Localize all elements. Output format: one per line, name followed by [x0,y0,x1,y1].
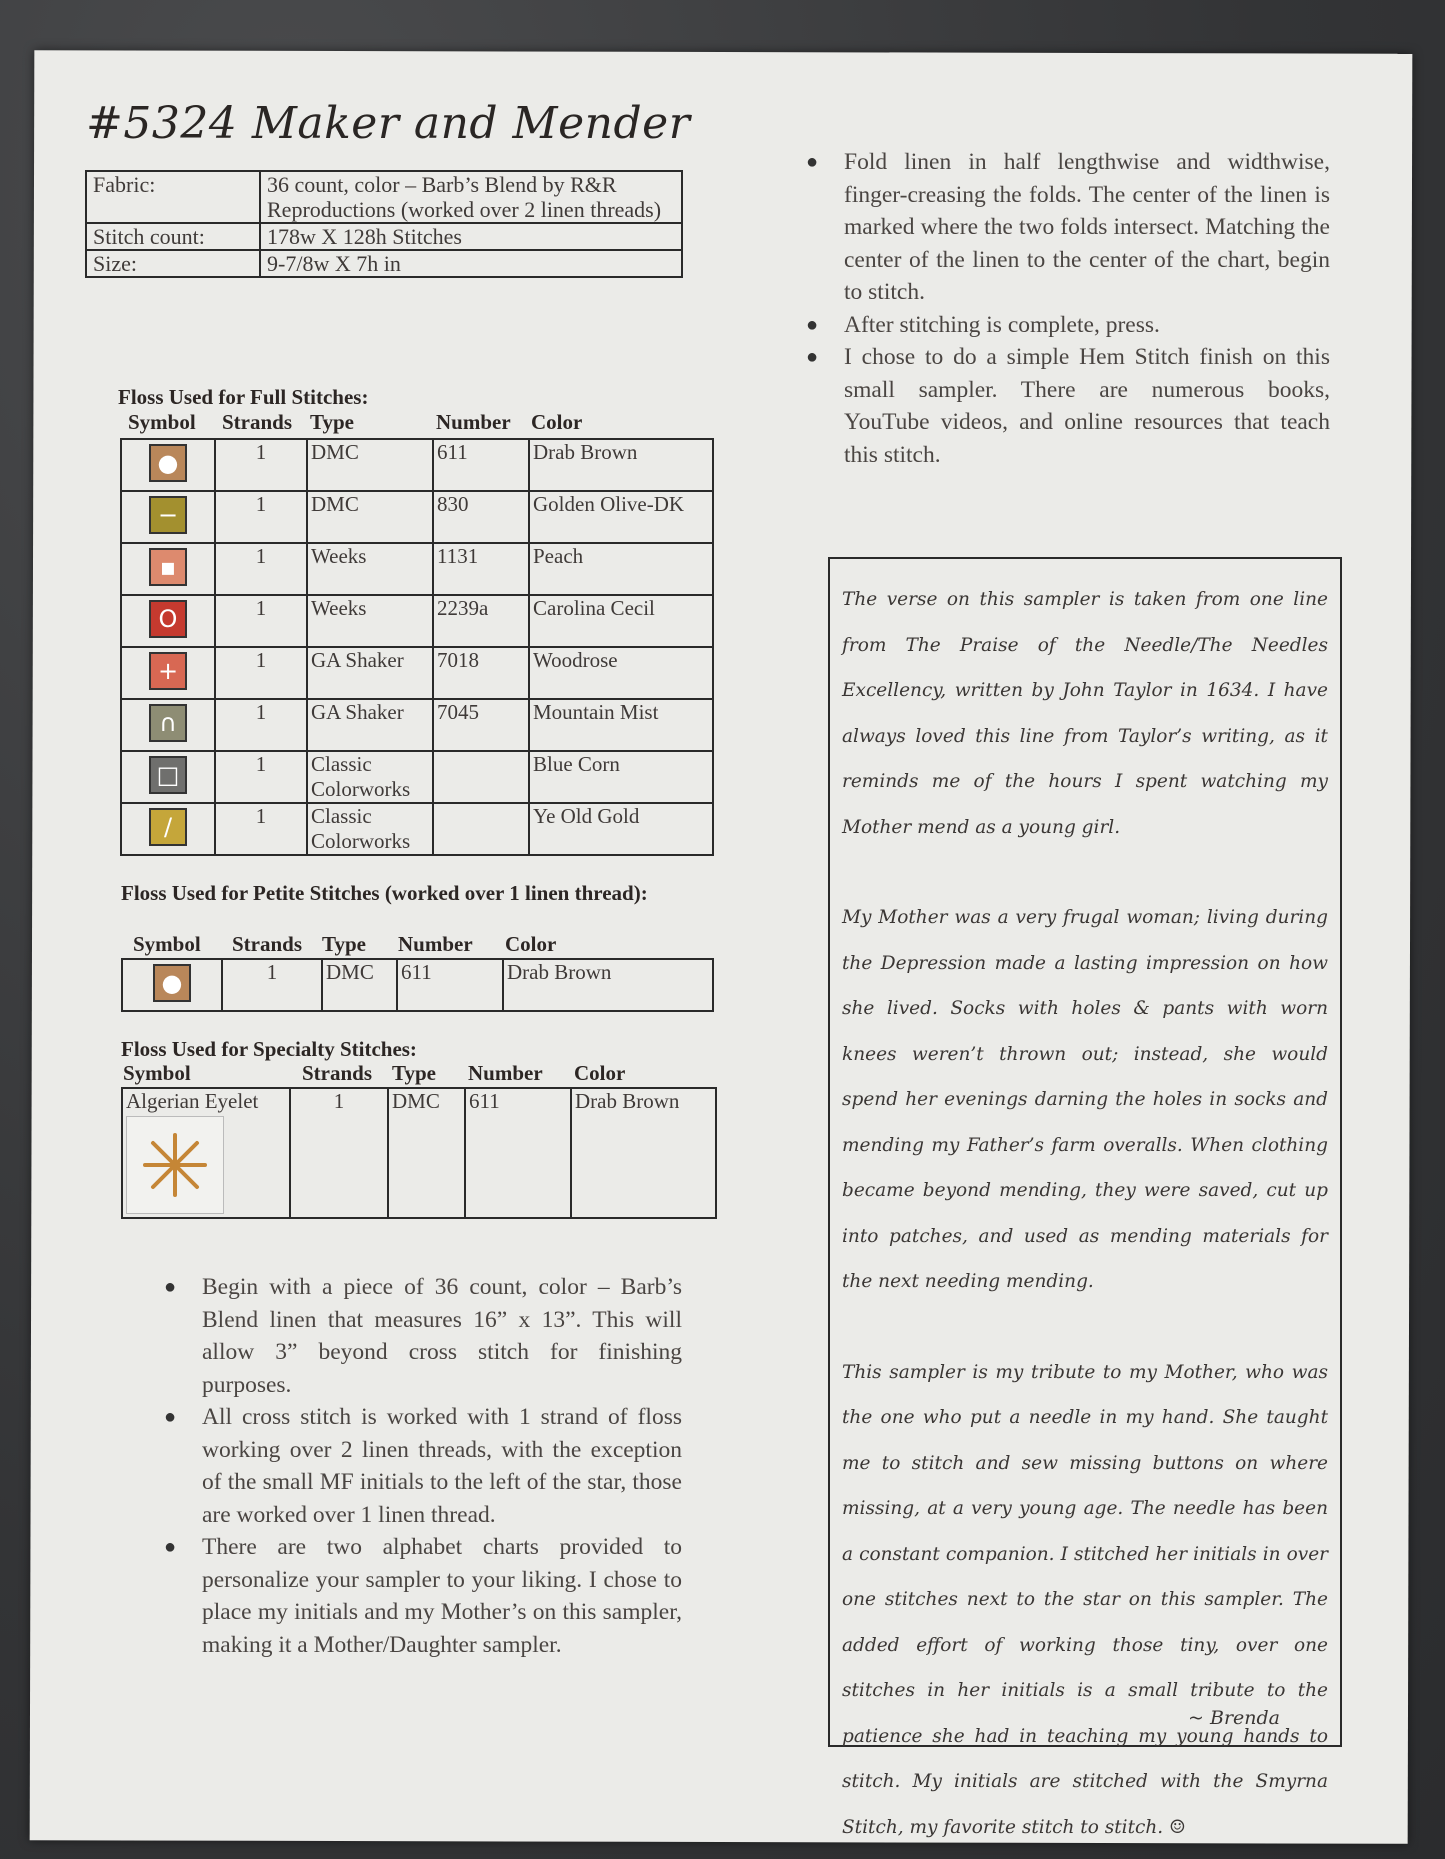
spec-key: Fabric: [86,171,260,223]
strands-cell: 1 [215,491,307,543]
minus-icon: − [149,496,187,534]
specialty-stitches-heading: Floss Used for Specialty Stitches: [121,1037,417,1061]
list-item [164,1271,682,1401]
list-item [806,146,1330,309]
type-cell: DMC [307,439,433,491]
bullet-icon: ● [806,313,819,336]
petite-stitches-heading: Floss Used for Petite Stitches (worked over 1 linen thread): [121,881,648,905]
symbol-cell [121,439,215,491]
small-square-icon: ▪ [149,548,187,586]
strands-cell: 1 [215,751,307,803]
color-cell: Mountain Mist [529,699,713,751]
spec-value: 36 count, color – Barb’s Blend by R&R Reproductions (worked over 2 linen threads) [260,171,682,223]
color-cell: Woodrose [529,647,713,699]
strands-cell: 1 [215,439,307,491]
color-cell: Ye Old Gold [529,803,713,855]
type-cell: DMC [322,959,397,1011]
bullet-icon: ● [806,346,819,368]
col-color: Color [531,410,583,434]
table-row [121,803,713,855]
symbol-cell [121,751,215,803]
strands-cell: 1 [215,595,307,647]
strands-cell: 1 [215,803,307,855]
circle-icon: ● [149,444,187,482]
instructions-list-right [806,146,1330,471]
page-title: #5324 Maker and Mender [86,98,691,149]
instruction-text: All cross stitch is worked with 1 strand of floss working over 2 linen threads, with the exception of the small MF initials to the left of the star, those are worked over 1 linen thread. [202,1404,682,1528]
col-strands: Strands [232,932,303,956]
circle-icon: ● [153,964,191,1002]
symbol-cell [121,543,215,595]
symbol-cell [121,803,215,855]
petite-stitches-table [121,958,714,1012]
bullet-icon: ● [164,1406,177,1428]
table-row [121,543,713,595]
full-stitches-heading: Floss Used for Full Stitches: [118,385,369,409]
symbol-cell [122,959,222,1011]
number-cell: 611 [465,1088,571,1218]
type-cell: GA Shaker [307,647,433,699]
table-row [121,595,713,647]
table-row [122,959,713,1011]
symbol-cell [121,647,215,699]
symbol-cell [122,1088,290,1218]
table-row [121,751,713,803]
stitch-name: Algerian Eyelet [126,1089,259,1113]
number-cell: 7045 [433,699,529,751]
color-cell: Peach [529,543,713,595]
bullet-icon: ● [164,1536,177,1558]
number-cell: 611 [433,439,529,491]
color-cell: Blue Corn [529,751,713,803]
color-cell: Golden Olive-DK [529,491,713,543]
slash-icon: / [149,808,187,846]
verse-paragraph: My Mother was a very frugal woman; living during the Depression made a lasting impression on how she lived. Socks with holes & pants with worn knees weren’t thrown out; instead, she would spend her evenings darning the holes in socks and mending my Father’s farm overalls. When clothing became beyond mending, they were saved, cut up into patches, and used as mending materials for the next needing mending. [842,907,1328,1292]
col-symbol: Symbol [128,410,196,434]
fabric-spec-table [85,170,683,278]
specialty-stitches-table [121,1087,717,1219]
table-row [121,439,713,491]
type-cell: DMC [307,491,433,543]
col-strands: Strands [222,410,293,434]
type-cell: GA Shaker [307,699,433,751]
col-color: Color [574,1061,626,1085]
instructions-list-left [164,1271,682,1661]
plus-icon: + [149,652,187,690]
list-item [806,341,1330,471]
strands-cell: 1 [215,647,307,699]
square-icon: □ [149,756,187,794]
spec-key: Stitch count: [86,223,260,250]
verse-note-box [828,557,1342,1838]
list-item [164,1401,682,1531]
symbol-cell [121,491,215,543]
instruction-text: Begin with a piece of 36 count, color – Barb’s Blend linen that measures 16” x 13”. This will allow 3” beyond cross stitch for finishing purposes. [202,1274,682,1398]
number-cell: 1131 [433,543,529,595]
table-row [122,1088,716,1218]
col-symbol: Symbol [133,932,201,956]
color-cell: Carolina Cecil [529,595,713,647]
table-row [121,647,713,699]
table-row [121,491,713,543]
ring-icon: O [149,600,187,638]
spec-value: 9-7/8w X 7h in [260,250,682,277]
strands-cell: 1 [215,699,307,751]
number-cell: 830 [433,491,529,543]
spec-key: Size: [86,250,260,277]
col-type: Type [322,932,366,956]
list-item [164,1531,682,1661]
instruction-text: I chose to do a simple Hem Stitch finish on this small sampler. There are numerous books, YouTube videos, and online resources that teach this stitch. [844,344,1330,468]
type-cell: Classic Colorworks [307,803,433,855]
signature: ~ Brenda [1188,1706,1280,1729]
full-stitches-table [120,438,714,856]
col-color: Color [505,932,557,956]
number-cell: 611 [397,959,503,1011]
col-type: Type [310,410,354,434]
instruction-text: After stitching is complete, press. [844,311,1160,338]
type-cell: Classic Colorworks [307,751,433,803]
verse-paragraph: The verse on this sampler is taken from one line from The Praise of the Needle/The Needles Excellency, written by John Taylor in 1634. I have always loved this line from Taylor’s writing, as it reminds me of the hours I spent watching my Mother mend as a young girl. [842,589,1328,838]
bullet-icon: ● [806,151,819,173]
spec-value: 178w X 128h Stitches [260,223,682,250]
instruction-text: Fold linen in half lengthwise and widthwise, finger-creasing the folds. The center of the linen is marked where the two folds intersect. Matching the center of the linen to the center of the chart, begin to stitch. [844,149,1330,305]
strands-cell: 1 [290,1088,388,1218]
number-cell: 7018 [433,647,529,699]
color-cell: Drab Brown [529,439,713,491]
number-cell [433,751,529,803]
instruction-text: There are two alphabet charts provided to personalize your sampler to your liking. I chose to place my initials and my Mother’s on this sampler, making it a Mother/Daughter sampler. [202,1534,682,1658]
col-symbol: Symbol [123,1061,191,1085]
list-item [806,309,1330,342]
number-cell [433,803,529,855]
col-strands: Strands [302,1061,373,1085]
bullet-icon: ● [164,1276,177,1298]
verse-paragraph: This sampler is my tribute to my Mother, who was the one who put a needle in my hand. She taught me to stitch and sew missing buttons on where missing, at a very young age. The needle has been a constant companion. I stitched her initials in over one stitches next to the star on this sampler. The added effort of working those tiny, over one stitches in her initials is a small tribute to the patience she had in teaching my young hands to stitch. My initials are stitched with the Smyrna Stitch, my favorite stitch to stitch. ☺ [842,1361,1328,1838]
color-cell: Drab Brown [503,959,713,1011]
col-number: Number [398,932,473,956]
symbol-cell [121,699,215,751]
symbol-cell [121,595,215,647]
color-cell: Drab Brown [571,1088,716,1218]
col-type: Type [392,1061,436,1085]
type-cell: Weeks [307,595,433,647]
col-number: Number [468,1061,543,1085]
type-cell: Weeks [307,543,433,595]
strands-cell: 1 [222,959,322,1011]
col-number: Number [436,410,511,434]
table-row [121,699,713,751]
spec-row [86,223,682,250]
arch-icon: ∩ [149,704,187,742]
spec-row [86,250,682,277]
type-cell: DMC [388,1088,465,1218]
spec-row [86,171,682,223]
strands-cell: 1 [215,543,307,595]
number-cell: 2239a [433,595,529,647]
asterisk-icon [126,1116,224,1214]
